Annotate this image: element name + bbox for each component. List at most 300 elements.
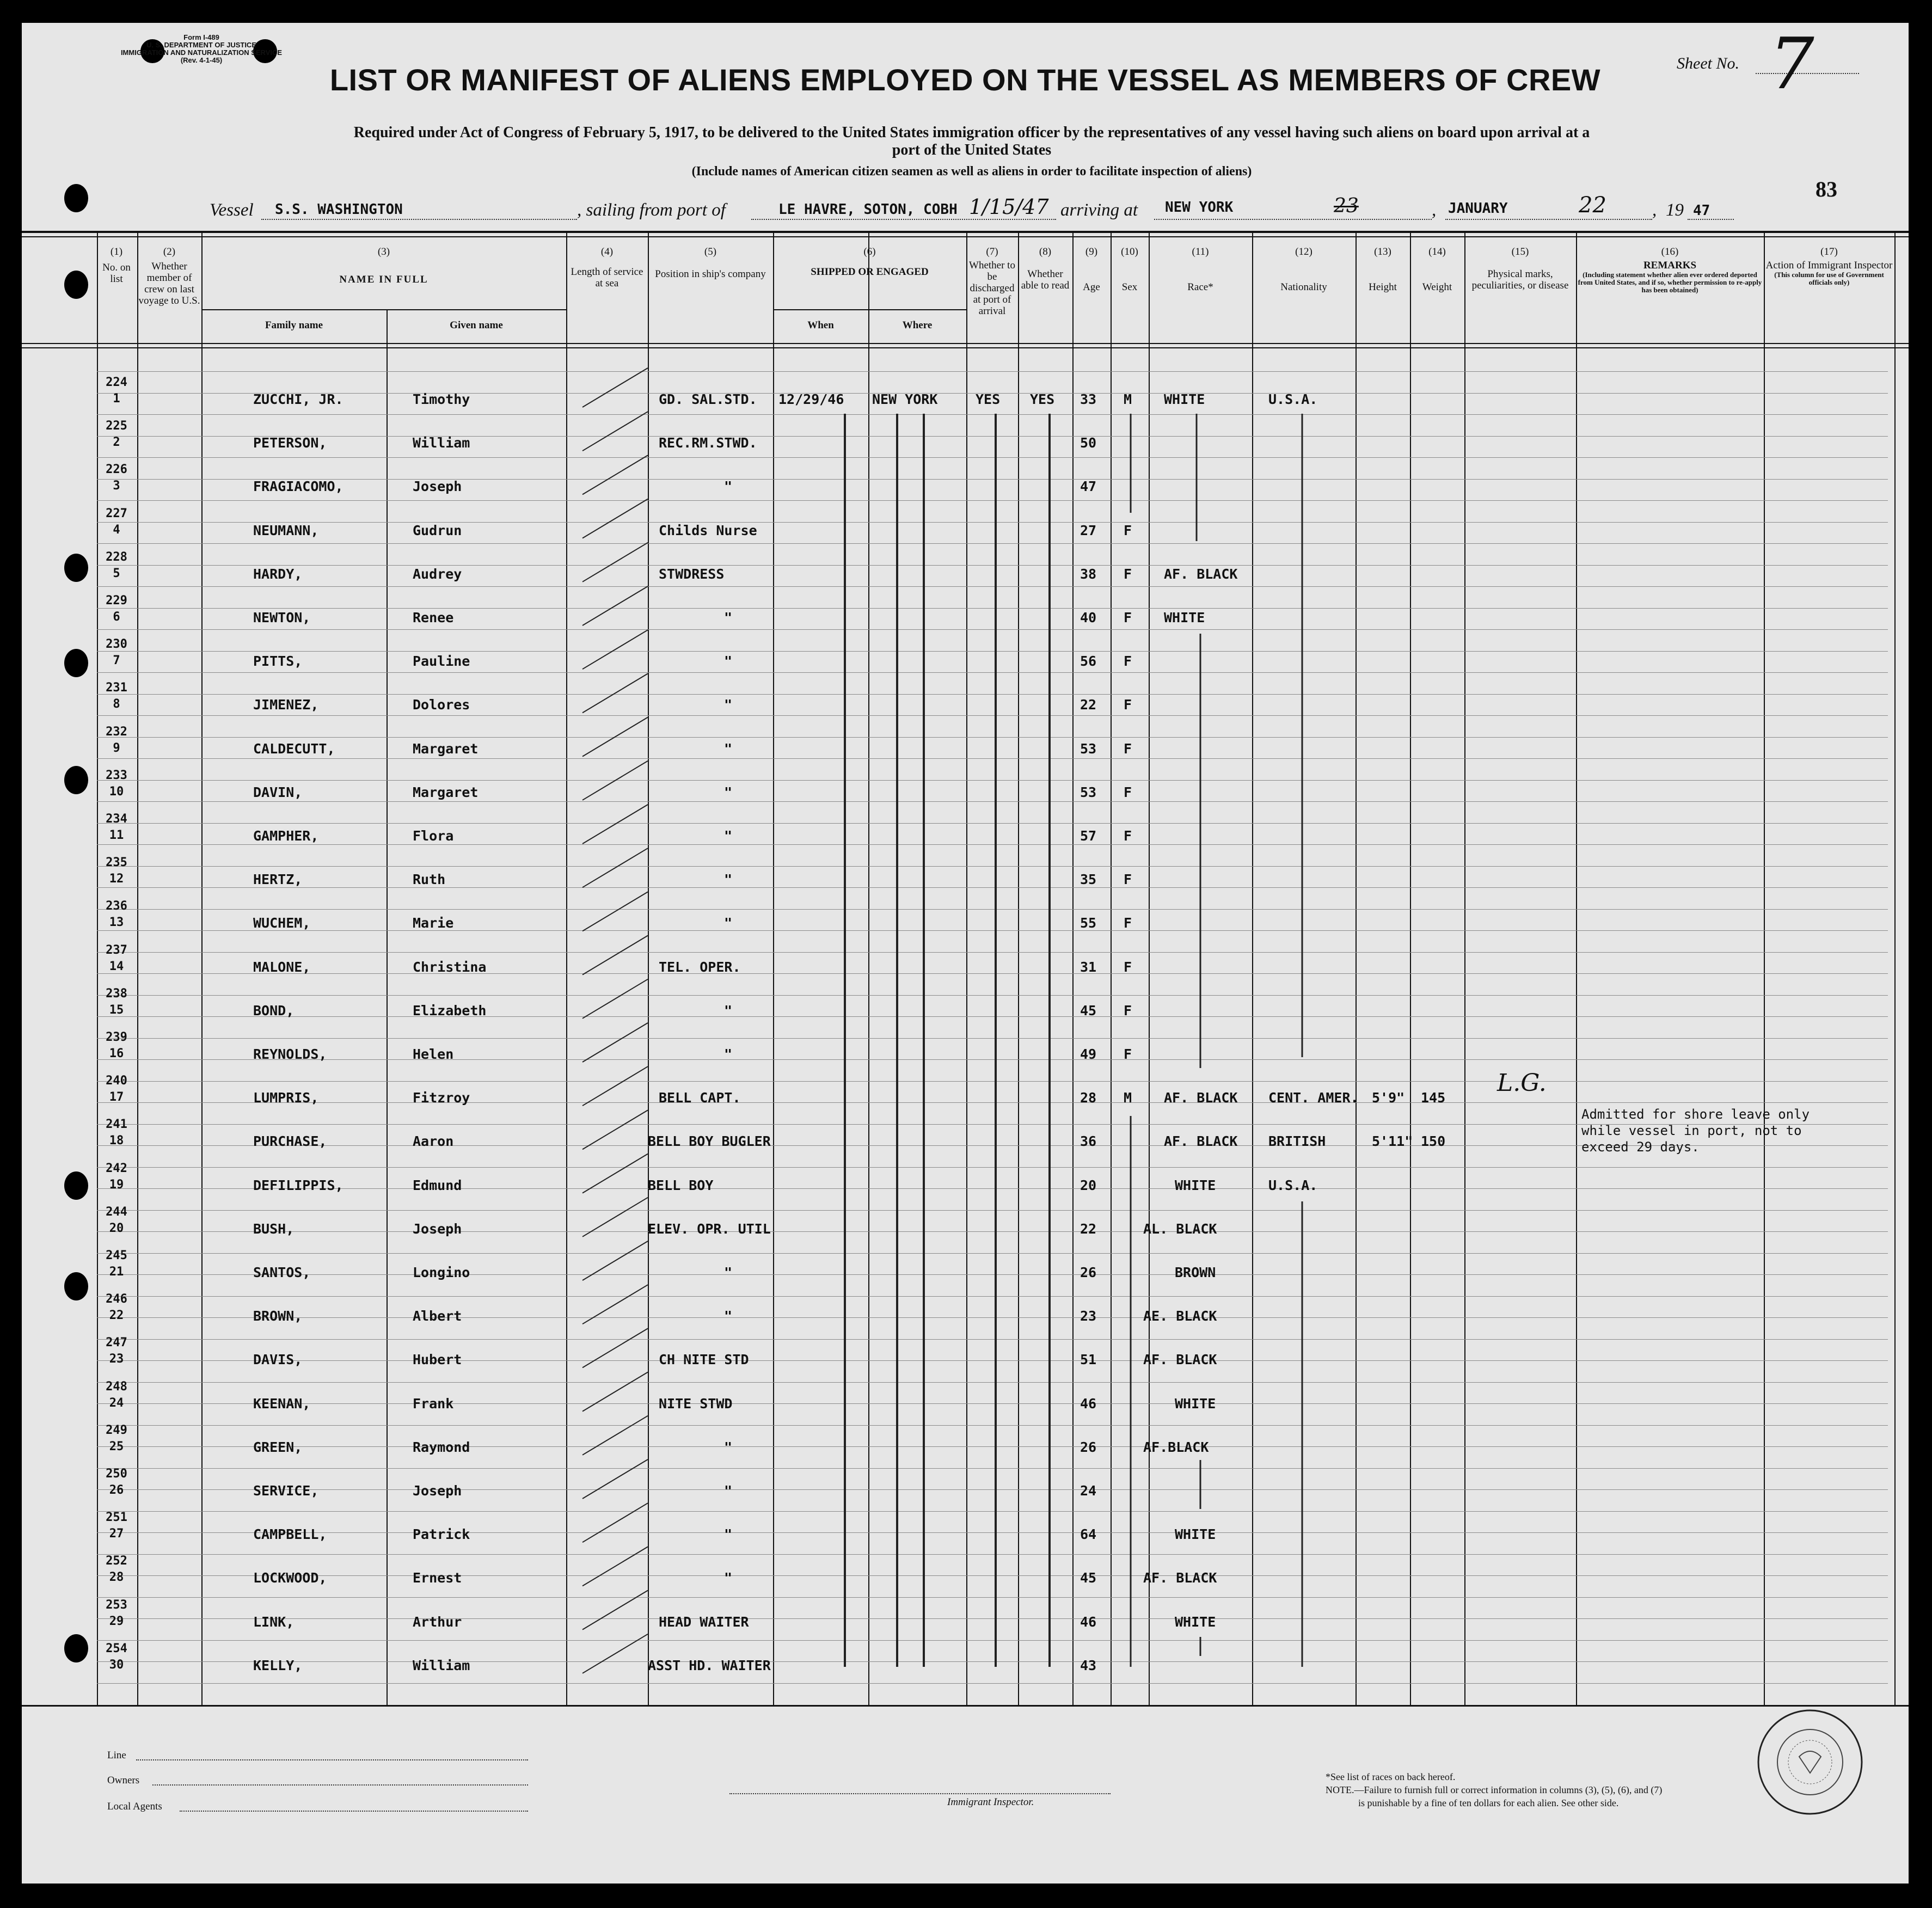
cell-where: NEW YORK [872,391,938,407]
cell-position: GD. SAL.STD. [659,391,757,407]
cell-age: 55 [1080,915,1097,931]
cell-age: 28 [1080,1090,1097,1106]
col-number: (4) [600,246,614,257]
list-number-upper: 250 [106,1467,127,1481]
list-number-upper: 227 [106,506,127,520]
subtitle-line1: Required under Act of Congress of February 5, 1917, to be delivered to the United States immigration officer by the representatives of any vessel having such aliens on board upon arrival at a [353,124,1590,141]
cell-position: " [724,1570,733,1586]
list-number: 15 [109,1003,124,1017]
list-number: 1 [113,392,120,406]
cell-age: 20 [1080,1177,1097,1193]
cell-race: WHITE [1175,1395,1216,1412]
list-number-upper: 225 [106,419,127,433]
length-of-service-slash [582,412,648,451]
cell-age: 56 [1080,653,1097,670]
cell-age: 22 [1080,1220,1097,1237]
cell-given: Joseph [413,1220,462,1237]
cell-position: " [724,697,733,713]
list-number: 9 [113,741,120,755]
cell-sex: M [1124,1090,1132,1106]
length-of-service-slash [582,717,648,757]
cell-given: Pauline [413,653,470,670]
list-number-upper: 241 [106,1118,127,1132]
ditto-and-length-marks [22,23,1909,1884]
length-of-service-slash [582,673,648,713]
vessel-name: S.S. WASHINGTON [275,201,403,218]
cell-family: GAMPHER, [253,828,319,844]
length-of-service-slash [582,499,648,538]
cell-given: Margaret [413,740,479,757]
cell-position: " [724,1046,733,1062]
list-number: 28 [109,1570,124,1585]
list-number: 27 [109,1527,124,1541]
cell-position: BELL BOY BUGLER [648,1133,771,1150]
col-title: Sex [1121,281,1138,293]
list-number-upper: 246 [106,1292,127,1306]
col-number: (1) [110,246,123,257]
cell-position: BELL BOY [648,1177,714,1193]
col-title: NAME IN FULL [339,274,428,285]
cell-race: WHITE [1164,391,1205,407]
cell-age: 49 [1080,1046,1097,1062]
cell-family: PITTS, [253,653,303,670]
arrival-day: 22 [1579,193,1606,218]
arrival-month: JANUARY [1448,200,1508,217]
cell-race: WHITE [1175,1177,1216,1193]
length-of-service-slash [582,761,648,800]
cell-race: AF. BLACK [1143,1352,1217,1368]
col-number: (9) [1085,246,1098,257]
cell-age: 31 [1080,959,1097,975]
cell-given: Aaron [413,1133,454,1150]
cell-age: 40 [1080,610,1097,625]
cell-family: SERVICE, [253,1483,319,1499]
list-number-upper: 226 [106,463,127,477]
cell-discharged: YES [976,391,1001,407]
col-number: (3) [377,246,390,257]
list-number-upper: 242 [106,1161,127,1175]
cell-sex: F [1124,959,1132,975]
cell-family: MALONE, [253,959,311,975]
col-title: Nationality [1280,281,1327,293]
cell-race: AF. BLACK [1164,1090,1238,1106]
cell-sex: F [1124,1046,1132,1062]
list-number: 10 [109,784,124,799]
cell-position: CH NITE STD [659,1352,749,1368]
sailing-port: LE HAVRE, SOTON, COBH [778,201,958,218]
cell-race: AE. BLACK [1143,1308,1217,1324]
cell-given: Dolores [413,697,470,713]
cell-given: Renee [413,610,454,625]
cell-family: LINK, [253,1613,295,1630]
cell-age: 22 [1080,697,1097,713]
inspector-label: Immigrant Inspector. [947,1796,1034,1808]
vessel-label: Vessel [210,200,254,220]
list-number: 18 [109,1134,124,1148]
col-title: No. on list [102,262,131,285]
year-suffix: 47 [1693,203,1710,219]
cell-given: Hubert [413,1352,462,1368]
col-title: Weight [1422,281,1452,293]
cell-age: 46 [1080,1395,1097,1412]
cell-nationality: U.S.A. [1268,1177,1318,1193]
cell-given: Timothy [413,391,470,407]
cell-sex: F [1124,784,1132,800]
cell-race: WHITE [1175,1526,1216,1543]
cell-position: BELL CAPT. [659,1090,741,1106]
inspector-underline [729,1793,1111,1794]
cell-family: PURCHASE, [253,1133,327,1150]
list-number-upper: 230 [106,637,127,652]
list-number: 8 [113,697,120,711]
department: U. S. DEPARTMENT OF JUSTICE [146,41,256,49]
list-number: 25 [109,1439,124,1453]
cell-given: William [413,435,470,451]
cell-family: PETERSON, [253,435,327,451]
cell-given: Ernest [413,1570,462,1586]
cell-family: DEFILIPPIS, [253,1177,344,1193]
page-number: 83 [1816,177,1837,201]
cell-age: 53 [1080,740,1097,757]
cell-position: HEAD WAITER [659,1613,749,1630]
sheet-label: Sheet No. [1677,54,1739,72]
cell-family: BUSH, [253,1220,295,1237]
col-number: (16) [1661,246,1679,257]
list-number-upper: 234 [106,812,127,826]
page-title: LIST OR MANIFEST OF ALIENS EMPLOYED ON THE VESSEL AS MEMBERS OF CREW [329,63,1601,97]
cell-position: REC.RM.STWD. [659,435,757,451]
cell-given: Helen [413,1046,454,1062]
cell-given: Flora [413,828,454,844]
cell-position: TEL. OPER. [659,959,741,975]
remark-line: exceed 29 days. [1581,1139,1700,1155]
cell-position: " [724,1483,733,1499]
cell-sex: F [1124,697,1132,713]
col-number: (15) [1511,246,1529,257]
col-number: (10) [1121,246,1138,257]
cell-given: Edmund [413,1177,462,1193]
length-of-service-slash [582,1416,648,1455]
list-number-upper: 245 [106,1249,127,1262]
list-number: 20 [109,1221,124,1235]
cell-position: " [724,1002,733,1019]
list-number-upper: 244 [106,1205,127,1219]
cell-age: 45 [1080,1570,1097,1586]
cell-position: " [724,872,733,888]
comma: , [1652,200,1657,220]
list-number: 4 [113,523,120,537]
cell-age: 35 [1080,872,1097,888]
cell-age: 43 [1080,1657,1097,1673]
cell-race: AL. BLACK [1143,1220,1217,1237]
cell-when: 12/29/46 [778,391,844,407]
cell-position: NITE STWD [659,1395,733,1412]
cell-family: KELLY, [253,1657,303,1673]
length-of-service-slash [582,848,648,887]
cell-family: DAVIS, [253,1352,303,1368]
list-number-upper: 233 [106,768,127,782]
list-number-upper: 231 [106,681,127,695]
local-agents-label: Local Agents [107,1801,162,1812]
col-title: Race* [1187,281,1213,293]
col-number: (7) [986,246,998,257]
cell-sex: F [1124,872,1132,888]
col-title: SHIPPED OR ENGAGED [811,266,929,278]
list-number-upper: 254 [106,1641,127,1655]
list-number: 3 [113,479,120,493]
length-of-service-slash [582,1503,648,1542]
list-number-upper: 228 [106,550,127,564]
col-title: Position in ship's company [655,268,766,280]
cell-given: Frank [413,1395,454,1412]
cell-position: " [724,1265,733,1280]
cell-given: Longino [413,1265,470,1280]
line-label: Line [107,1750,126,1761]
length-of-service-slash [582,979,648,1019]
cell-race: BROWN [1175,1265,1216,1280]
col-number: (14) [1428,246,1446,257]
list-number: 21 [109,1265,124,1279]
revision: (Rev. 4-1-45) [180,56,223,64]
list-number: 5 [113,566,120,580]
col-subtitle: (This column for use of Government officials only) [1774,271,1884,286]
physical-mark-annotation: L.G. [1497,1069,1547,1097]
list-number-upper: 239 [106,1030,127,1044]
cell-position: " [724,610,733,625]
cell-given: Ruth [413,872,446,888]
cell-height: 5'11" [1372,1133,1413,1150]
length-of-service-slash [582,1241,648,1280]
sail-date: 1/15/47 [969,195,1049,219]
cell-race: AF. BLACK [1164,566,1238,582]
cell-position: " [724,740,733,757]
col-title: Whether to be discharged at port of arrival [969,260,1015,317]
owners-underline [152,1784,528,1786]
length-of-service-slash [582,1547,648,1586]
col-number: (12) [1295,246,1312,257]
col-subtitle: (Including statement whether alien ever ordered deported from United States, and if so, whether permission to re-apply has been obtained) [1578,271,1762,294]
cell-race: AF.BLACK [1143,1439,1209,1455]
arriving-label: arriving at [1060,200,1138,220]
cell-age: 46 [1080,1613,1097,1630]
col-number: (2) [163,246,176,257]
length-of-service-slash [582,1198,648,1237]
consulate-seal [1756,1705,1864,1819]
list-number: 17 [109,1090,124,1105]
col-title: Physical marks, peculiarities, or disease [1471,268,1569,291]
cell-family: DAVIN, [253,784,303,800]
remark-line: Admitted for shore leave only [1581,1107,1810,1122]
remarks-note [1581,1106,1810,1155]
sailing-label: , sailing from port of [577,200,726,220]
col-number: (6) [863,246,876,257]
fine-note-2: is punishable by a fine of ten dollars for each alien. See other side. [1358,1797,1619,1808]
list-number-upper: 229 [106,594,127,608]
cell-sex: F [1124,566,1132,582]
cell-given: Margaret [413,784,479,800]
cell-position: " [724,478,733,495]
cell-race: WHITE [1175,1613,1216,1630]
family-name-header: Family name [265,320,323,331]
cell-position: ASST HD. WAITER [648,1657,771,1673]
cell-given: Raymond [413,1439,470,1455]
list-number-upper: 248 [106,1379,127,1394]
cell-given: Albert [413,1308,462,1324]
length-of-service-slash [582,368,648,407]
cell-family: FRAGIACOMO, [253,478,344,495]
cell-family: HERTZ, [253,872,303,888]
cell-family: LOCKWOOD, [253,1570,327,1586]
list-number: 6 [113,610,120,624]
agents-underline [180,1811,528,1812]
when-header: When [807,320,834,331]
cell-age: 26 [1080,1265,1097,1280]
list-number-upper: 238 [106,986,127,1001]
cell-family: NEWTON, [253,610,311,625]
length-of-service-slash [582,1154,648,1193]
cell-sex: F [1124,610,1132,625]
cell-race: WHITE [1164,610,1205,625]
cell-position: STWDRESS [659,566,725,582]
cell-age: 51 [1080,1352,1097,1368]
list-number-upper: 236 [106,899,127,913]
list-number-upper: 252 [106,1554,127,1568]
cell-age: 24 [1080,1483,1097,1499]
cell-age: 57 [1080,828,1097,844]
remark-line: while vessel in port, not to [1581,1123,1802,1138]
cell-age: 33 [1080,391,1097,407]
list-number: 16 [109,1047,124,1060]
cell-race: AF. BLACK [1164,1133,1238,1150]
cell-age: 50 [1080,435,1097,451]
cell-age: 47 [1080,478,1097,495]
length-of-service-slash [582,586,648,625]
cell-family: ZUCCHI, JR. [253,391,344,407]
cell-weight: 145 [1421,1090,1446,1106]
cell-given: Joseph [413,478,462,495]
subtitle-line3: (Include names of American citizen seamen as well as aliens in order to facilitate inspection of aliens) [691,164,1252,179]
list-number-upper: 237 [106,943,127,957]
comma: , [1432,200,1437,220]
length-of-service-slash [582,455,648,494]
cell-nationality: CENT. AMER. [1268,1090,1359,1106]
cell-given: Christina [413,959,487,975]
length-of-service-slash [582,936,648,975]
list-number-upper: 224 [106,376,127,389]
cell-age: 38 [1080,566,1097,582]
cell-position: Childs Nurse [659,522,757,538]
list-number-upper: 249 [106,1423,127,1437]
cell-nationality: BRITISH [1268,1133,1326,1150]
cell-sex: F [1124,522,1132,538]
col-number: (5) [704,246,717,257]
col-title: REMARKS [1643,260,1697,271]
length-of-service-slash [582,1285,648,1324]
list-number-upper: 240 [106,1074,127,1088]
length-of-service-slash [582,1634,648,1673]
cell-weight: 150 [1421,1133,1446,1150]
col-title: Length of service at sea [571,266,643,289]
cell-position: " [724,1439,733,1455]
list-number: 29 [109,1614,124,1628]
list-number-upper: 253 [106,1598,127,1612]
cell-given: Joseph [413,1483,462,1499]
cell-family: HARDY, [253,566,303,582]
cell-race: AF. BLACK [1143,1570,1217,1586]
cell-read: YES [1030,391,1055,407]
col-title: Age [1083,281,1100,293]
cell-family: GREEN, [253,1439,303,1455]
cell-age: 26 [1080,1439,1097,1455]
length-of-service-slash [582,1372,648,1412]
cell-height: 5'9" [1372,1090,1405,1106]
col-title: Whether member of crew on last voyage to U.S. [138,261,200,306]
col-number: (17) [1820,246,1838,257]
list-number: 14 [109,959,124,973]
cell-given: Elizabeth [413,1002,487,1019]
cell-family: NEUMANN, [253,522,319,538]
cell-sex: F [1124,1002,1132,1019]
cell-family: WUCHEM, [253,915,311,931]
cell-sex: F [1124,653,1132,670]
list-number: 26 [109,1483,124,1497]
cell-position: " [724,784,733,800]
list-number: 30 [109,1658,124,1672]
list-number-upper: 247 [106,1336,127,1350]
cell-position: " [724,828,733,844]
cell-age: 36 [1080,1133,1097,1150]
cell-age: 45 [1080,1002,1097,1019]
list-number: 22 [109,1309,124,1323]
cell-position: " [724,915,733,931]
col-title: Height [1369,281,1397,293]
cell-family: REYNOLDS, [253,1046,327,1062]
cell-age: 53 [1080,784,1097,800]
list-number: 13 [109,916,124,930]
cell-family: CAMPBELL, [253,1526,327,1543]
length-of-service-slash [582,1459,648,1499]
list-number-upper: 232 [106,725,127,739]
cell-nationality: U.S.A. [1268,391,1318,407]
cell-family: KEENAN, [253,1395,311,1412]
cell-given: Gudrun [413,522,462,538]
length-of-service-slash [582,1591,648,1630]
service: IMMIGRATION AND NATURALIZATION SERVICE [120,48,283,57]
length-of-service-slash [582,1110,648,1149]
cell-sex: F [1124,828,1132,844]
form-number: Form I-489 [183,33,219,41]
list-number: 2 [113,435,120,450]
cell-sex: M [1124,391,1132,407]
struck-day: 23 [1334,195,1359,217]
owners-label: Owners [107,1775,140,1786]
race-note: *See list of races on back hereof. [1326,1771,1456,1782]
cell-position: ELEV. OPR. UTIL [648,1220,771,1237]
cell-given: Audrey [413,566,462,582]
manifest-sheet [22,23,1909,1884]
cell-age: 27 [1080,522,1097,538]
list-number: 23 [109,1352,124,1366]
cell-family: LUMPRIS, [253,1090,319,1106]
col-title: Action of Immigrant Inspector [1765,260,1893,271]
col-number: (13) [1374,246,1391,257]
subtitle-line2: port of the United States [892,142,1052,158]
cell-given: Arthur [413,1613,462,1630]
year-prefix: 19 [1666,200,1684,220]
col-number: (8) [1039,246,1052,257]
list-number: 7 [113,654,120,668]
cell-given: Marie [413,915,454,931]
